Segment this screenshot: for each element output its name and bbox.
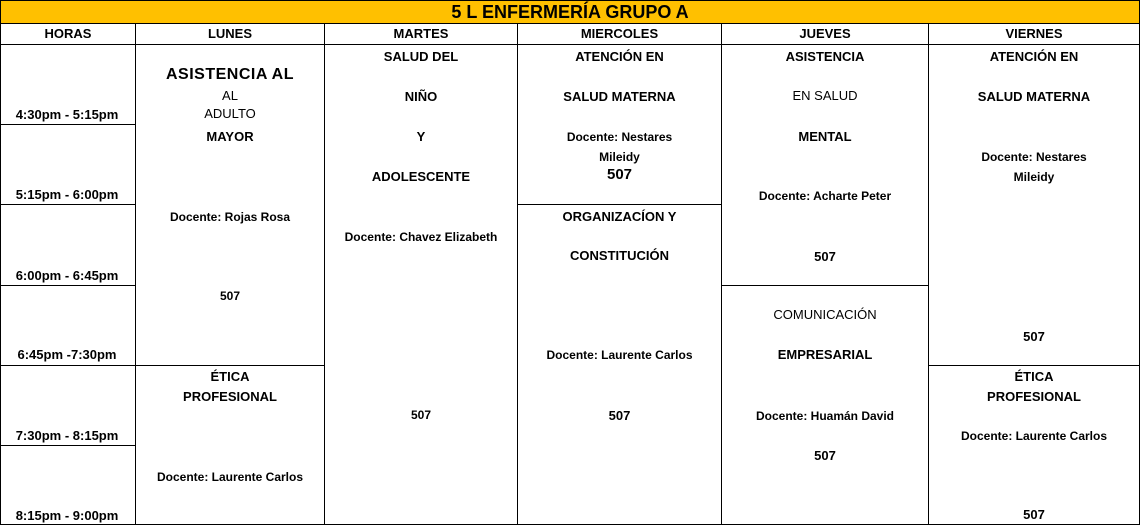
hour-divider	[0, 124, 135, 125]
course-name-line: ADOLESCENTE	[371, 169, 471, 184]
teacher-label: Mileidy	[599, 150, 640, 164]
hour-slot: 7:30pm - 8:15pm	[15, 428, 119, 443]
course-name-line: EN SALUD	[792, 88, 858, 103]
course-name-line: AL	[222, 88, 238, 103]
teacher-label: Docente: Nestares	[981, 150, 1087, 164]
hour-divider	[0, 285, 135, 286]
border-left	[0, 0, 1, 525]
course-block-lunes-2	[136, 366, 324, 524]
hour-slot: 4:30pm - 5:15pm	[15, 107, 119, 122]
teacher-label: Docente: Chavez Elizabeth	[344, 230, 498, 244]
course-name-line: ATENCIÓN EN	[575, 49, 664, 64]
border-top	[0, 0, 1140, 1]
course-block-jueves-1	[722, 45, 928, 285]
border-right	[1139, 0, 1140, 525]
teacher-label: Docente: Laurente Carlos	[960, 429, 1108, 443]
header-lunes: LUNES	[136, 24, 324, 45]
course-name-line: NIÑO	[404, 89, 438, 104]
course-block-miercoles-2	[518, 205, 721, 524]
room-number: 507	[814, 249, 836, 264]
course-name-line: SALUD DEL	[383, 49, 459, 64]
course-name-line: CONSTITUCIÓN	[570, 248, 669, 263]
course-name-line: EMPRESARIAL	[777, 347, 873, 362]
hour-divider	[0, 365, 135, 366]
teacher-label: Docente: Rojas Rosa	[169, 210, 291, 224]
course-name-line: SALUD MATERNA	[563, 89, 676, 104]
border-bottom	[0, 524, 1140, 525]
hour-slot: 6:00pm - 6:45pm	[15, 268, 119, 283]
course-name-line: ÉTICA	[1014, 369, 1054, 384]
room-number: 507	[606, 166, 633, 183]
course-name-line: Y	[416, 129, 426, 144]
hour-divider	[0, 204, 135, 205]
room-number: 507	[410, 408, 432, 422]
course-block-miercoles-1	[518, 45, 721, 204]
teacher-label: Docente: Huamán David	[755, 409, 895, 423]
hour-divider	[0, 445, 135, 446]
teacher-label: Docente: Laurente Carlos	[546, 348, 693, 362]
course-name-line: ADULTO	[204, 106, 256, 121]
course-name-line: PROFESIONAL	[183, 389, 277, 404]
course-name-line: MENTAL	[798, 129, 852, 144]
teacher-label: Mileidy	[1013, 170, 1055, 184]
header-viernes: VIERNES	[929, 24, 1139, 45]
room-number: 507	[814, 448, 836, 463]
course-name-line: SALUD MATERNA	[977, 89, 1091, 104]
header-jueves: JUEVES	[722, 24, 928, 45]
hour-slot: 8:15pm - 9:00pm	[15, 508, 119, 523]
course-name-line: ASISTENCIA AL	[166, 66, 294, 83]
room-number: 507	[608, 408, 631, 423]
course-block-viernes-2	[929, 366, 1139, 524]
schedule-title: 5 L ENFERMERÍA GRUPO A	[1, 1, 1139, 24]
teacher-label: Docente: Laurente Carlos	[156, 470, 304, 484]
course-name-line: ORGANIZACÍON Y	[562, 209, 677, 224]
room-number: 507	[1023, 329, 1045, 344]
course-block-lunes-1	[136, 45, 324, 365]
course-block-viernes-1	[929, 45, 1139, 365]
course-block-jueves-2	[722, 286, 928, 524]
course-name-line: ASISTENCIA	[785, 49, 865, 64]
header-horas: HORAS	[1, 24, 135, 45]
course-block-martes-1	[325, 45, 517, 524]
header-miercoles: MIERCOLES	[518, 24, 721, 45]
course-name-line: ÉTICA	[210, 369, 250, 384]
hour-slot: 5:15pm - 6:00pm	[15, 187, 119, 202]
course-name-line: MAYOR	[206, 129, 254, 144]
room-number: 507	[1023, 507, 1045, 522]
header-martes: MARTES	[325, 24, 517, 45]
teacher-label: Docente: Acharte Peter	[758, 189, 892, 203]
course-name-line: ATENCIÓN EN	[989, 49, 1079, 64]
teacher-label: Docente: Nestares	[566, 130, 673, 144]
course-name-line: COMUNICACIÓN	[773, 307, 877, 322]
room-number: 507	[219, 289, 241, 303]
course-name-line: PROFESIONAL	[987, 389, 1081, 404]
hour-slot: 6:45pm -7:30pm	[17, 347, 117, 362]
